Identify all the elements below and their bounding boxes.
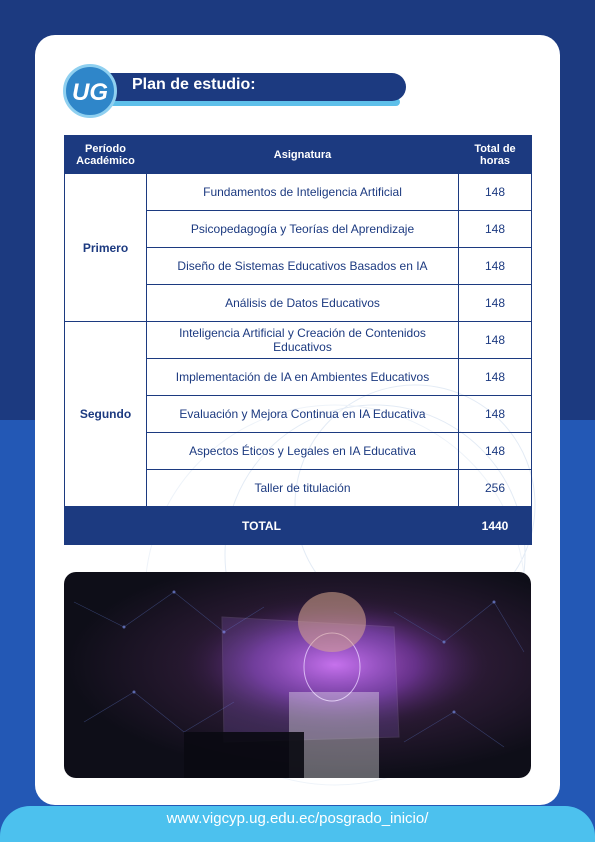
hours-cell: 148 bbox=[459, 322, 532, 359]
hours-cell: 148 bbox=[459, 285, 532, 322]
photo-illustration bbox=[64, 572, 531, 778]
subject-cell: Evaluación y Mejora Continua en IA Educativa bbox=[147, 396, 459, 433]
footer-url-link[interactable]: www.vigcyp.ug.edu.ec/posgrado_inicio/ bbox=[166, 810, 429, 827]
student-ai-photo bbox=[64, 572, 531, 778]
subject-cell: Análisis de Datos Educativos bbox=[147, 285, 459, 322]
table-row bbox=[65, 174, 532, 211]
table-header-row bbox=[65, 136, 532, 174]
table-row bbox=[65, 322, 532, 359]
ug-logo-text: UG bbox=[72, 79, 108, 106]
subject-cell: Diseño de Sistemas Educativos Basados en IA bbox=[147, 248, 459, 285]
hours-cell: 148 bbox=[459, 248, 532, 285]
subject-cell: Psicopedagogía y Teorías del Aprendizaje bbox=[147, 211, 459, 248]
column-header-period: Período Académico bbox=[65, 136, 147, 174]
period-cell: Segundo bbox=[65, 322, 147, 507]
hours-cell: 148 bbox=[459, 359, 532, 396]
hours-cell: 148 bbox=[459, 433, 532, 470]
hours-cell: 148 bbox=[459, 174, 532, 211]
subject-cell: Taller de titulación bbox=[147, 470, 459, 507]
hours-cell: 148 bbox=[459, 211, 532, 248]
hours-cell: 256 bbox=[459, 470, 532, 507]
subject-cell: Aspectos Éticos y Legales en IA Educativa bbox=[147, 433, 459, 470]
total-hours: 1440 bbox=[459, 507, 532, 545]
subject-cell: Inteligencia Artificial y Creación de Contenidos Educativos bbox=[147, 322, 459, 359]
total-row bbox=[65, 507, 532, 545]
total-label: TOTAL bbox=[65, 507, 459, 545]
column-header-subject: Asignatura bbox=[147, 136, 459, 174]
ug-logo-icon bbox=[68, 76, 112, 106]
column-header-hours: Total de horas bbox=[459, 136, 532, 174]
subject-cell: Implementación de IA en Ambientes Educativos bbox=[147, 359, 459, 396]
period-cell: Primero bbox=[65, 174, 147, 322]
study-plan-table bbox=[64, 135, 532, 545]
section-title: Plan de estudio: bbox=[132, 76, 256, 93]
subject-cell: Fundamentos de Inteligencia Artificial bbox=[147, 174, 459, 211]
ug-logo bbox=[63, 64, 117, 118]
hours-cell: 148 bbox=[459, 396, 532, 433]
